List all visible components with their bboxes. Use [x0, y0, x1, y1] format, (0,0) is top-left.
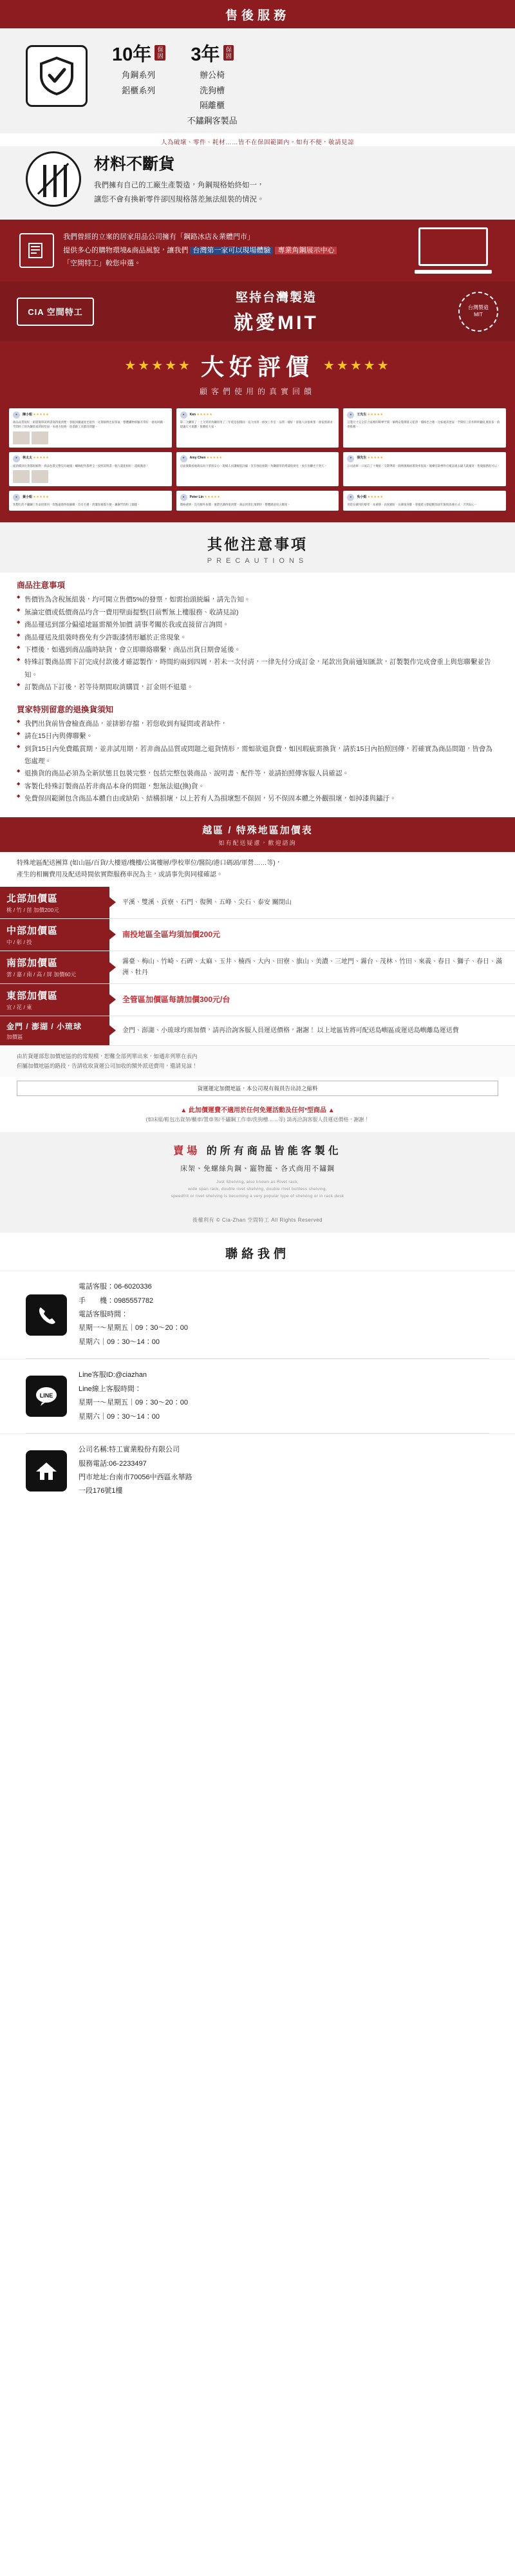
- shipping-zone-row: [0, 1016, 515, 1046]
- contact-line-line-4: 星期六｜09：30～14：00: [79, 1412, 160, 1421]
- shipping-note-line-1: 由於貨運部您加價地區的的常規模，恕難全部列單出來，如遇非列單在表內: [17, 1052, 198, 1059]
- review-stars: ★★★★★: [206, 456, 223, 460]
- review-body: 客製化的不鏽鋼工作桌很實用，焊點處理得很細緻，沒有毛邊，清潔保養都方便。謝謝空間特工團隊。: [13, 503, 140, 507]
- avatar: ●: [13, 455, 20, 462]
- warranty-column-2: [187, 40, 238, 127]
- avatar: ●: [13, 494, 20, 501]
- newspaper-icon: [19, 233, 54, 268]
- zone-body: 金門、澎湖、小琉球均需加價，請再洽詢客服人員運送價格，謝謝！ 以上地區皆將可配送島嶼區或運送島嶼離島運送費: [122, 1027, 459, 1034]
- review-stars: ★★★★★: [367, 495, 384, 500]
- material-section: [0, 146, 515, 220]
- warranty-item: 鋁櫃系列: [122, 85, 156, 95]
- shipping-zone-row: [0, 984, 515, 1016]
- contact-line-row: [0, 1359, 515, 1433]
- contact-phone-line-2: 手 機：0985557782: [79, 1296, 154, 1305]
- reviewer-name: 林太太: [23, 456, 33, 460]
- contact-phone-row: [0, 1271, 515, 1358]
- zone-sub: 中 / 彰 / 投: [6, 938, 32, 945]
- contact-line-line-1: Line客服ID:@ciazhan: [79, 1371, 147, 1379]
- avatar: ●: [180, 412, 187, 419]
- review-card: [176, 408, 339, 448]
- avatar: ●: [347, 494, 354, 501]
- review-card: [343, 452, 506, 487]
- precautions-body: [0, 573, 515, 817]
- custom-en-line-1: Just Shelving, also known as Rivet rack,: [216, 1180, 299, 1185]
- precautions-block-heading: 買家特別留意的退換貨須知: [17, 705, 114, 714]
- precaution-item: ◆ 訂製商品下訂後，若等待期間取消購買，訂金則不退還。: [17, 681, 498, 694]
- zone-body: 南投地區全區均須加價200元: [122, 929, 221, 939]
- warranty-tag: 保固: [223, 45, 234, 61]
- review-card: [343, 408, 506, 448]
- precaution-item: ◆ 免費保固範圍包含商品本體自由或缺陷、結構損壞，以上若有人為損壞恕不保固，另不保固本體之外觀損壞，如掉漆與鏽汙。: [17, 793, 498, 805]
- warranty-item: 洗狗槽: [200, 85, 225, 95]
- reviewer-name: 王先生: [357, 412, 367, 417]
- reviews-title: 大好評價: [200, 354, 314, 380]
- review-body: 價格透明，沒有額外加價，運費也講得很清楚。商品到貨比預期快，整體滿意度五顆星。: [180, 503, 290, 507]
- media-line-1: 我們曾經的立案的居家用品公司擁有「鋼路冰店＆業體門市」: [63, 233, 254, 242]
- reviews-grid: [0, 404, 515, 522]
- zone-name: 金門 / 澎湖 / 小琉球: [6, 1021, 82, 1031]
- warranty-years: 10年: [112, 44, 152, 65]
- shipping-intro: [0, 852, 515, 887]
- review-body: 從詢價到出貨都很順利，商品包裝完整沒有碰撞，螺絲配件都齊全，按照說明書一個人就能組好，超級滿意！: [13, 464, 149, 468]
- precaution-item: ◆ 請在15日內與傳聯繫。: [17, 730, 498, 743]
- shipping-zone-row: [0, 951, 515, 984]
- warranty-years: 3年: [191, 44, 220, 65]
- precautions-title: 其他注意事項: [207, 536, 308, 553]
- review-stars: ★★★★★: [33, 456, 50, 460]
- precaution-item: ◆ 售價皆為含稅無組裝，均可開立售價5%的發票，如需抬頭統編，請先告知。: [17, 594, 498, 606]
- custom-line-2: 床架、免螺絲角鋼、寵物籠、各式商用不鏽鋼: [180, 1165, 335, 1173]
- avatar: ●: [180, 494, 187, 501]
- mit-line-2: 就愛MIT: [234, 312, 319, 334]
- precaution-item: ◆ 退換貨的商品必須為全新狀態且包裝完整，包括完整包裝商品、說明書、配件等，並請拍照傳客服人員確認。: [17, 768, 498, 780]
- custom-en-line-3: speedfrit or rivet shelving is becoming a very popular type of shelving or in rack desk: [171, 1194, 344, 1199]
- zone-sub: 宜 / 花 / 東: [6, 1003, 32, 1010]
- review-card: [9, 452, 172, 487]
- after-sales-title: 售後服務: [0, 0, 515, 28]
- review-card: [343, 491, 506, 511]
- shipping-intro-line-1: 特殊地區配送團算 (如山區/百貨/大樓道/機樓/公寓樓層/學校單位/醫院/港口碼頭/軍營……等)，: [17, 859, 282, 867]
- review-card: [176, 452, 339, 487]
- review-thumbnails: [13, 470, 168, 483]
- material-heading: 材料不斷貨: [94, 155, 175, 174]
- mit-seal-line-2: MIT: [474, 311, 483, 317]
- media-highlight-2: 專業角鋼展示中心: [275, 247, 337, 254]
- material-line-2: 讓您不會有換新零件卻因規格落差無法組裝的情況。: [94, 195, 265, 204]
- shipping-subtitle: 如有配送疑慮，歡迎諮詢: [218, 839, 297, 846]
- reviewer-name: 陳小姐: [23, 412, 33, 417]
- zone-label-central: [0, 919, 109, 951]
- shipping-header: [0, 817, 515, 852]
- reviewer-name: 張先生: [357, 456, 367, 460]
- review-stars: ★★★★★: [33, 495, 50, 500]
- contact-company-line-3: 門市地址:台南市70056中西區永華路: [79, 1473, 192, 1481]
- review-body: 公司倉庫一口氣訂了十幾組，交期準時，師傅現場組裝效率很高。後續有缺零件打電話過去隔天就補寄，售後服務很可以。: [347, 464, 500, 468]
- mit-seal-line-1: 台灣製造: [468, 305, 489, 311]
- zone-label-islands: [0, 1016, 109, 1045]
- warranty-item: 隔離櫃: [200, 100, 225, 110]
- phone-icon: [26, 1294, 67, 1336]
- review-stars: ★★★★★: [367, 412, 384, 417]
- material-line-1: 我們擁有自己的工廠生產製造，角鋼規格始終如一，: [94, 182, 265, 190]
- reviews-subtitle: 顧客們使用的真實回饋: [199, 387, 315, 396]
- zone-name: 北部加價區: [6, 893, 59, 904]
- review-stars: ★★★★★: [33, 412, 50, 417]
- warranty-note: 人為破壞、零件、耗材……皆不在保固範圍內。如有不便，敬請見諒: [160, 139, 354, 146]
- shipping-zone-row: [0, 919, 515, 951]
- warranty-item: 角鋼系列: [122, 70, 156, 80]
- warranty-tag: 保固: [154, 45, 165, 61]
- precautions-header: [0, 522, 515, 573]
- no-shortage-icon: [26, 151, 81, 207]
- reviewer-name: 吳小姐: [357, 495, 367, 500]
- precaution-item: ◆ 商品運送及組裝時務免有少許販漆情形屬於正常現象。: [17, 632, 498, 644]
- shield-check-icon: [26, 45, 88, 107]
- avatar: ●: [13, 412, 20, 419]
- precaution-item: ◆ 到貨15日內免費鑑賞期，並非試用期，若非商品品質或問題之退貨情形，需如欲退貨費，如因瑕疵需換貨，請於15日內拍照回傳，若確實為商品問題，皆會為您處理。: [17, 743, 498, 768]
- zone-sub: 雲 / 嘉 / 南 / 高 / 屏 加價60元: [6, 971, 77, 978]
- zone-name: 南部加價區: [6, 957, 59, 969]
- warranty-column-1: [112, 40, 165, 127]
- reviewer-name: 黃小姐: [23, 495, 33, 500]
- stars-right: ★★★★★: [323, 359, 391, 373]
- zone-body: 霧臺、梅山、竹崎、石碑、太麻、玉井、楠西、大內、田寮、旗山、美濃、三地門、霧台、茂林、竹田、來義、春日、獅子、春日、滿洲、牡丹: [122, 958, 502, 976]
- avatar: ●: [347, 412, 354, 419]
- contact-company-line-2: 服務電話:06-2233497: [79, 1459, 147, 1468]
- custom-made-section: [0, 1132, 515, 1213]
- custom-line-1-b: 的所有商品皆能客製化: [206, 1146, 342, 1157]
- zone-sub: 加價區: [6, 1033, 23, 1040]
- warranty-item: 不鏽鋼客製品: [187, 115, 238, 126]
- review-body: 商品品質很好，組裝簡單說明書寫得很清楚，客服回覆速度也很快，送貨師傅也很客氣，整體購物經驗非常好，會再回購。空間特工的角鋼架真的很堅固，承重力很夠，放書跟工具都沒問題。: [13, 421, 166, 428]
- zone-label-east: [0, 984, 109, 1016]
- review-stars: ★★★★★: [204, 495, 221, 500]
- precaution-item: ◆ 特殊訂製商品需下訂完成付款後才確認製作，時間約兩到四周，若未一次付清，一律先付分成訂金，尾款出貨前通知匯款，訂製製作完成會重上與您聯繫並告知。: [17, 656, 498, 681]
- contact-company-row: [0, 1434, 515, 1508]
- precaution-item: ◆ 商品運送到部分偏遠地區需額外加價 請事考關於我或直接留言詢問。: [17, 619, 498, 631]
- contact-phone-line-5: 星期六｜09：30～14：00: [79, 1338, 160, 1346]
- reviews-header: [0, 341, 515, 404]
- precautions-block-product: [17, 579, 498, 694]
- shipping-note: [0, 1046, 515, 1077]
- reviewer-name: Peter Lin: [189, 495, 204, 500]
- review-card: [176, 491, 339, 511]
- shipping-note-line-2: 但屬加價地區的路段，告請收取貨運公司加收的額外派送費用，還請見諒！: [17, 1062, 198, 1069]
- contact-phone-line-3: 電話客服時間：: [79, 1311, 128, 1319]
- mit-seal-icon: [458, 292, 498, 332]
- line-icon: [26, 1376, 67, 1417]
- review-card: [9, 408, 172, 448]
- media-line-2: 提供多心的購物環境&商品風貌，讓我們: [63, 246, 189, 254]
- contact-line-line-3: 星期一～星期五｜09：30～20：00: [79, 1399, 188, 1407]
- laptop-icon: [418, 227, 496, 274]
- contact-line-line-2: Line線上客服時間：: [79, 1385, 142, 1393]
- zone-body: 全管區加價區每請加價300元/台: [122, 994, 230, 1004]
- custom-en-line-2: wide span rack, double rivet shelving, double rivet boltless shelving,: [188, 1187, 327, 1192]
- mit-section: [0, 281, 515, 341]
- review-body: 訂製尺寸完全符合家裡的畸零空間，師傅安裝俐落又乾淨，價格也合理。比較過其他家，空間特工的用料明顯扎實很多，值得推薦。: [347, 421, 500, 428]
- media-highlight-1: 台灣第一家可以現場體驗: [190, 247, 273, 254]
- avatar: ●: [180, 455, 187, 462]
- custom-line-1-a: 賣場: [173, 1146, 201, 1157]
- cia-logo: CIA 空間特工: [17, 298, 94, 326]
- contact-company-line-4: 一段176號1樓: [79, 1487, 123, 1495]
- shipping-title: 越區 / 特殊地區加價表: [202, 824, 313, 836]
- precautions-block-returns: [17, 703, 498, 806]
- contact-title: 聯絡我們: [0, 1233, 515, 1271]
- svg-text:LINE: LINE: [39, 1392, 53, 1399]
- review-stars: ★★★★★: [367, 456, 384, 460]
- shipping-warning-sub: (如床組/鞋包出貨架/櫃車/置車架/不鏽鋼工作車/洗狗槽……等) 請再洽詢客服人員運送價格，謝謝！: [145, 1117, 370, 1123]
- shipping-zone-row: [0, 887, 515, 919]
- reviewer-name: Ken: [189, 412, 196, 417]
- stars-left: ★★★★★: [124, 359, 192, 373]
- review-stars: ★★★★★: [196, 412, 213, 417]
- review-thumbnails: [13, 431, 168, 444]
- contact-phone-line-1: 電話客服：06-6020336: [79, 1283, 152, 1291]
- review-body: 店面實際看過商品再下單很安心，現場人員講解很詳細，沒有強迫推銷。角鋼層架的烤漆很漂亮，放在客廳也不突兀。: [180, 464, 327, 468]
- warranty-section: [0, 28, 515, 133]
- precaution-item: ◆ 下標後，如遇到商品臨時缺貨，會立即聯絡聯繫，商品出貨日期會延後。: [17, 644, 498, 656]
- zone-label-north: [0, 887, 109, 918]
- zone-name: 東部加價區: [6, 990, 59, 1001]
- precaution-item: ◆ 無論定價或低價商品均含一費用壁面提整(目前暫無上樓服務、收請見諒): [17, 607, 498, 619]
- warranty-item: 辦公椅: [200, 70, 225, 80]
- precaution-item: ◆ 我們出貨前皆會檢查商品，並排影存擋，若您收到有疑問或者缺件，: [17, 718, 498, 730]
- reviewer-name: Amy Chen: [189, 456, 206, 460]
- contact-phone-line-4: 星期一～星期五｜09：30～20：00: [79, 1324, 188, 1332]
- zone-body: 平溪、雙溪、貢寮、石門、復興、五峰、尖石、泰安 關閉山: [122, 898, 292, 906]
- review-body: 第二次購買了，上次買的角鋼架用了三年還是很穩固，這次再買一組放工作室，品質一樣好。客服人員很專業，會依照需求建議尺寸規劃，推薦給大家。: [180, 421, 333, 428]
- precaution-item: ◆ 客製化特殊訂製商品若非商品本身的問題，恕無法退(換)貨。: [17, 781, 498, 793]
- review-body: 買給長輩用的層架，承重穩、高度剛好，長輩很喜歡。客服還主動提醒保固年限與保養方式，非常貼心。: [347, 503, 478, 507]
- copyright: 後權利有 © Cia-Zhan 空間特工 All Rights Reserved: [0, 1213, 515, 1233]
- home-icon: [26, 1450, 67, 1492]
- shipping-intro-line-2: 產生的相關費用及配送時間依實際服務車況為主，或請事先與同樣確認。: [17, 871, 223, 878]
- zone-label-south: [0, 951, 109, 983]
- contact-company-line-1: 公司名稱:特工實業股份有限公司: [79, 1446, 180, 1454]
- media-section: [0, 220, 515, 281]
- review-card: [9, 491, 172, 511]
- mit-line-1: 堅持台灣製造: [235, 291, 317, 305]
- avatar: ●: [347, 455, 354, 462]
- zone-sub: 桃 / 竹 / 苗 加價200元: [6, 906, 59, 913]
- media-line-3: 「空間特工」較您申選。: [63, 260, 141, 268]
- shipping-note-box: 貨運運定加價地區，本公司現有報員告出詩之縮料: [17, 1081, 498, 1096]
- precautions-title-en: PRECAUTIONS: [207, 557, 308, 565]
- shipping-warning: ▲ 此加價運費不適用於任何免運活動及任何*型商品 ▲: [180, 1107, 335, 1115]
- zone-name: 中部加價區: [6, 925, 59, 936]
- precautions-block-heading: 商品注意事項: [17, 581, 66, 591]
